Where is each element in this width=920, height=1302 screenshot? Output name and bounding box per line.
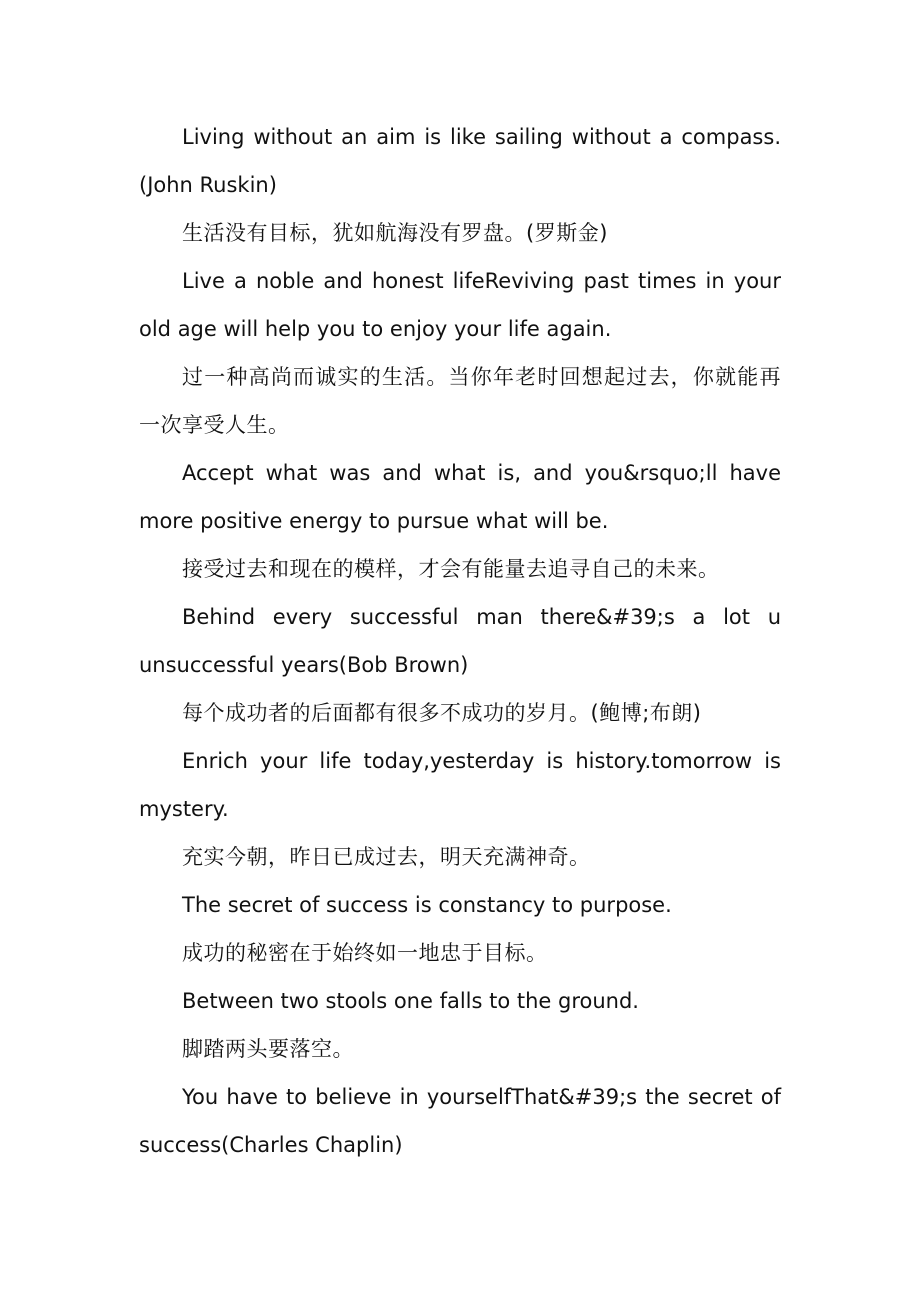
quote-english: Behind every successful man there&#39;s a lot u unsuccessful years(Bob Brown) [139,605,781,677]
document-page [139,113,781,1169]
quote-english: Living without an aim is like sailing without a compass.(John Ruskin) [139,125,781,197]
quote-chinese: 脚踏两头要落空。 [182,1037,354,1061]
quote-english: You have to believe in yourselfThat&#39;s the secret of success(Charles Chaplin) [139,1085,781,1157]
quote-chinese: 成功的秘密在于始终如一地忠于目标。 [182,941,548,965]
quote-english: The secret of success is constancy to purpose. [182,893,672,917]
quote-chinese: 接受过去和现在的模样，才会有能量去追寻自己的未来。 [182,557,720,581]
quote-chinese: 每个成功者的后面都有很多不成功的岁月。(鲍博;布朗) [182,701,702,725]
quote-chinese: 过一种高尚而诚实的生活。当你年老时回想起过去，你就能再一次享受人生。 [139,365,781,437]
quote-chinese: 生活没有目标，犹如航海没有罗盘。(罗斯金) [182,221,608,245]
quote-english: Accept what was and what is, and you&rsquo;ll have more positive energy to pursue what will be. [139,461,781,533]
quote-english: Enrich your life today,yesterday is history.tomorrow is mystery. [139,749,781,821]
quote-english: Between two stools one falls to the ground. [182,989,639,1013]
quote-english: Live a noble and honest lifeReviving past times in your old age will help you to enjoy your life again. [139,269,781,341]
quote-chinese: 充实今朝，昨日已成过去，明天充满神奇。 [182,845,591,869]
